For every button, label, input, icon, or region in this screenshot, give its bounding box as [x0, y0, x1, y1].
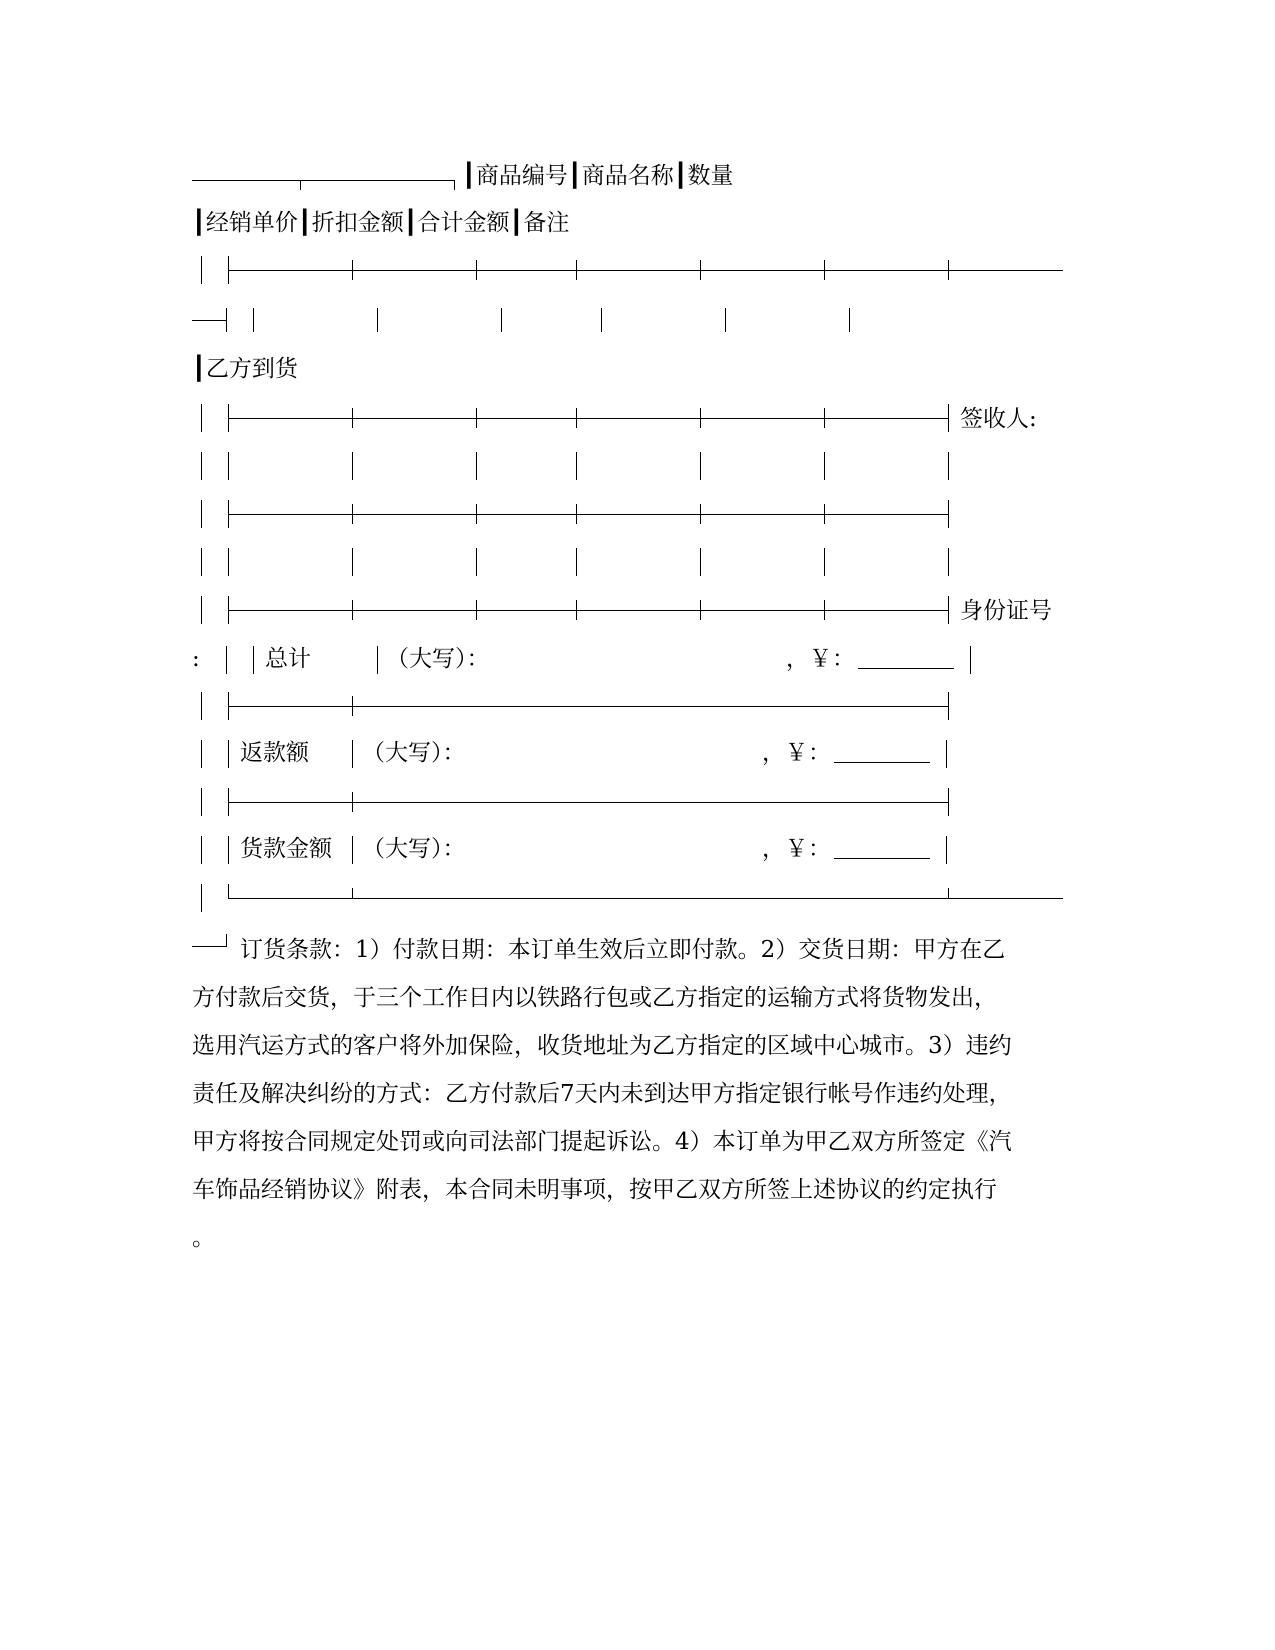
- rebate-big-label: （大写）：: [362, 740, 466, 766]
- payment-yen-label: ，￥：: [762, 836, 831, 862]
- payment-amount-blank: [834, 858, 930, 859]
- terms-line: 订货条款：1）付款日期：本订单生效后立即付款。2）交货日期：甲方在乙: [240, 937, 1006, 963]
- total-label: 总计: [265, 646, 311, 672]
- delivery-label: ┃乙方到货: [192, 356, 298, 382]
- rebate-amount-blank: [834, 762, 930, 763]
- terms-line: 责任及解决纠纷的方式：乙方付款后7天内未到达甲方指定银行帐号作违约处理，: [192, 1081, 1012, 1107]
- payment-big-label: （大写）：: [362, 836, 466, 862]
- signer-label: 签收人:: [960, 406, 1037, 432]
- rebate-yen-label: ，￥：: [762, 740, 831, 766]
- header-columns-line-1: ┃商品编号┃商品名称┃数量: [462, 163, 734, 189]
- header-columns-line-2: ┃经销单价┃折扣金额┃合计金额┃备注: [192, 210, 570, 236]
- total-big-label: （大写）：: [386, 646, 490, 672]
- terms-line: 选用汽运方式的客户将外加保险，收货地址为乙方指定的区域中心城市。3）违约: [192, 1033, 1012, 1059]
- terms-line: 车饰品经销协议》附表，本合同未明事项，按甲乙双方所签上述协议的约定执行: [192, 1177, 997, 1203]
- rebate-label: 返款额: [240, 740, 309, 766]
- colon-mark: :: [192, 646, 200, 672]
- total-yen-label: ，￥：: [786, 646, 855, 672]
- terms-line: 方付款后交货，于三个工作日内以铁路行包或乙方指定的运输方式将货物发出，: [192, 985, 997, 1011]
- order-terms: [192, 926, 1082, 1262]
- id-number-label: 身份证号: [960, 598, 1052, 624]
- terms-line: 甲方将按合同规定处罚或向司法部门提起诉讼。4）本订单为甲乙双方所签定《汽: [192, 1129, 1012, 1155]
- terms-line: 。: [192, 1225, 215, 1251]
- payment-label: 货款金额: [240, 836, 332, 862]
- total-amount-blank: [858, 668, 954, 669]
